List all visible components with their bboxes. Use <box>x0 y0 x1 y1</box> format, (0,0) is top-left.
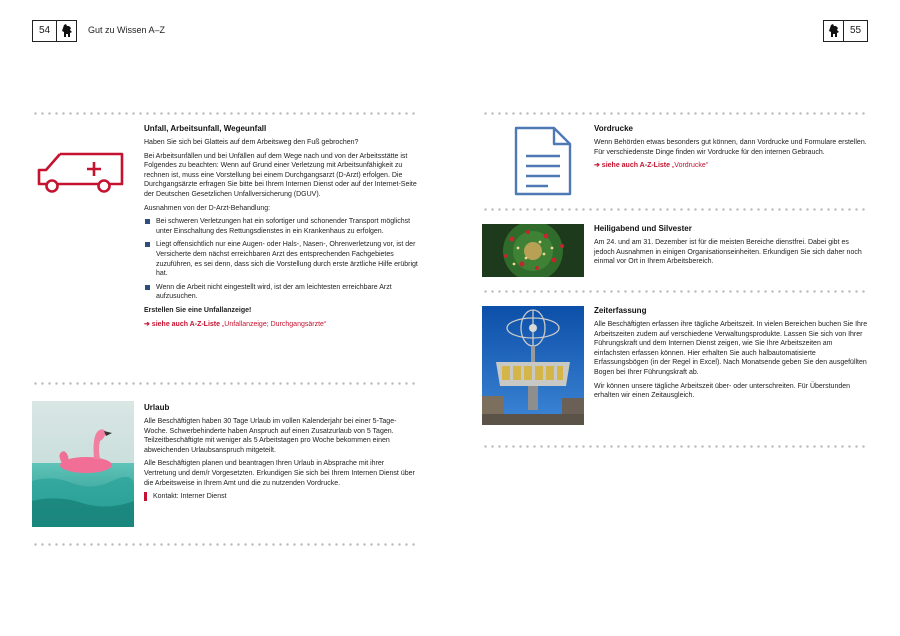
see-also-prefix: ➔ siehe auch A-Z-Liste <box>594 162 671 170</box>
running-title: Gut zu Wissen A–Z <box>88 25 166 35</box>
right-page-number-box <box>823 20 868 42</box>
unfall-intro: Haben Sie sich bei Glatteis auf dem Arbeitsweg den Fuß gebrochen? <box>144 139 359 146</box>
document-icon <box>514 126 572 201</box>
right-page-number: 55 <box>850 25 862 36</box>
urlaub-body <box>144 417 418 506</box>
heiligabend-paragraph: Am 24. und am 31. Dezember ist für die meisten Bereiche dienstfrei. Dabei gibt es jedoch Ausnahmen in einigen Organisationseinheiten. Erkundigen Sie sich daher noch einmal vor Ort in Ihrem Arbeitsbereich. <box>594 239 862 266</box>
contact-line <box>144 492 418 502</box>
exceptions-list <box>144 217 418 302</box>
section-title-vordrucke: Vordrucke <box>594 124 633 133</box>
list-item: Liegt offensichtlich nur eine Augen- oder Hals-, Nasen-, Ohrenverletzung vor, ist der Versicherte dem nächst erreichbaren Arzt des entsprechenden Fachgebietes zuzuführen, es sei denn, dass sich die Vorstellung durch erste ärztliche Hilfe erübrigt hat. <box>144 240 418 278</box>
section-title-zeiterfassung: Zeiterfassung <box>594 306 647 315</box>
flamingo-pool-photo <box>32 401 134 527</box>
exceptions-heading: Ausnahmen von der D-Arzt-Behandlung: <box>144 204 271 212</box>
list-item: Wenn die Arbeit nicht eingestellt wird, ist der am leichtesten erreichbare Arzt aufzusuchen. <box>144 283 418 302</box>
urlaub-paragraph-1: Alle Beschäftigten haben 30 Tage Urlaub im vollen Kalenderjahr bei einer 5-Tage-Woche. Schwerbehinderte haben Anspruch auf einen Zusatzurlaub von 5 Tagen. Teilzeitbeschäftigte mit weniger als 5 Arbeitstagen pro Woche bekommen einen abweichenden Urlaubsanspruch mitgeteilt. <box>144 418 397 454</box>
berlin-bear-icon <box>56 21 76 41</box>
unfall-paragraph: Bei Arbeitsunfällen und bei Unfällen auf dem Wege nach und von der Arbeitsstätte ist Folgendes zu beachten: Wenn auf Grund einer Verletzung mit Arbeitsunfähigkeit zu rechnen ist, muss eine Vorstellung bei einem Durchgangsarzt (D-Arzt) erfolgen. Die Durchgangsärzte erfragen Sie bitte bei Ihrem Internen Dienst oder auf der Internet-Seite der Deutschen Gesetzlichen Unfallversicherung (DGUV). <box>144 152 417 198</box>
left-page-number: 54 <box>39 25 51 36</box>
see-also-link-unfall[interactable] <box>144 320 418 330</box>
red-marker <box>144 492 147 501</box>
zeiterfassung-paragraph-2: Wir können unsere tägliche Arbeitszeit über- oder unterschreiten. Für Überstunden erhalten wir einen Zeitausgleich. <box>594 382 851 400</box>
christmas-wreath-photo <box>482 224 584 277</box>
urlaub-paragraph-2: Alle Beschäftigten planen und beantragen Ihren Urlaub in Absprache mit ihrer Vertretung und dem/r Vorgesetzten. Erkundigen Sie sich bei Ihrem Internen Dienst über die Arbeitsweise in Ihrem Amt und die zu nutzenden Vordrucke. <box>144 460 415 487</box>
vordrucke-paragraph: Wenn Behörden etwas besonders gut können, dann Vordrucke und Formulare erstellen. Für verschiedenste Dinge finden wir Vordrucke für den internen Gebrauch. <box>594 139 867 156</box>
divider <box>482 208 868 211</box>
section-title-unfall: Unfall, Arbeitsunfall, Wegeunfall <box>144 124 267 133</box>
see-also-target: „Vordrucke“ <box>671 162 709 170</box>
section-title-heiligabend: Heiligabend und Silvester <box>594 224 692 233</box>
see-also-prefix: ➔ siehe auch A-Z-Liste <box>144 320 221 328</box>
zeiterfassung-paragraph-1: Alle Beschäftigten erfassen ihre tägliche Arbeitszeit. In vielen Bereichen buchen Sie Ihre Arbeitszeiten zudem auf verschiedene Verwaltungsprodukte. Lassen Sie sich von Ihrer Führungskraft und dem Internen Dienst zeigen, wie Sie Ihre Arbeitszeiten am einfachsten erfassen können. Hier erhalten Sie auch halbautomatisierte Erfassungsbögen (in der Regel in Excel). Nach Monatsende geben Sie den ausgefüllten Bogen bei Ihrer Führungskraft ab. <box>594 321 868 376</box>
list-item: Bei schweren Verletzungen hat ein sofortiger und schonender Transport möglichst unter Einschaltung des Rettungsdienstes in ein Krankenhaus zu erfolgen. <box>144 217 418 236</box>
section-title-urlaub: Urlaub <box>144 403 170 412</box>
divider <box>482 112 868 115</box>
see-also-link-vordrucke[interactable] <box>594 161 870 171</box>
ambulance-icon <box>36 150 128 199</box>
contact-text: Kontakt: Interner Dienst <box>153 493 227 501</box>
vordrucke-body <box>594 138 870 175</box>
unfallanzeige-note: Erstellen Sie eine Unfallanzeige! <box>144 306 252 314</box>
divider <box>32 382 418 385</box>
divider <box>482 445 868 448</box>
left-page-number-box <box>32 20 77 42</box>
zeiterfassung-body <box>594 320 870 405</box>
berlin-bear-icon <box>824 21 844 41</box>
divider <box>32 543 418 546</box>
divider <box>482 290 868 293</box>
divider <box>32 112 418 115</box>
heiligabend-body <box>594 238 870 271</box>
see-also-target: „Unfallanzeige; Durchgangsärzte“ <box>221 320 327 328</box>
world-clock-photo <box>482 306 584 425</box>
unfall-body <box>144 138 418 333</box>
